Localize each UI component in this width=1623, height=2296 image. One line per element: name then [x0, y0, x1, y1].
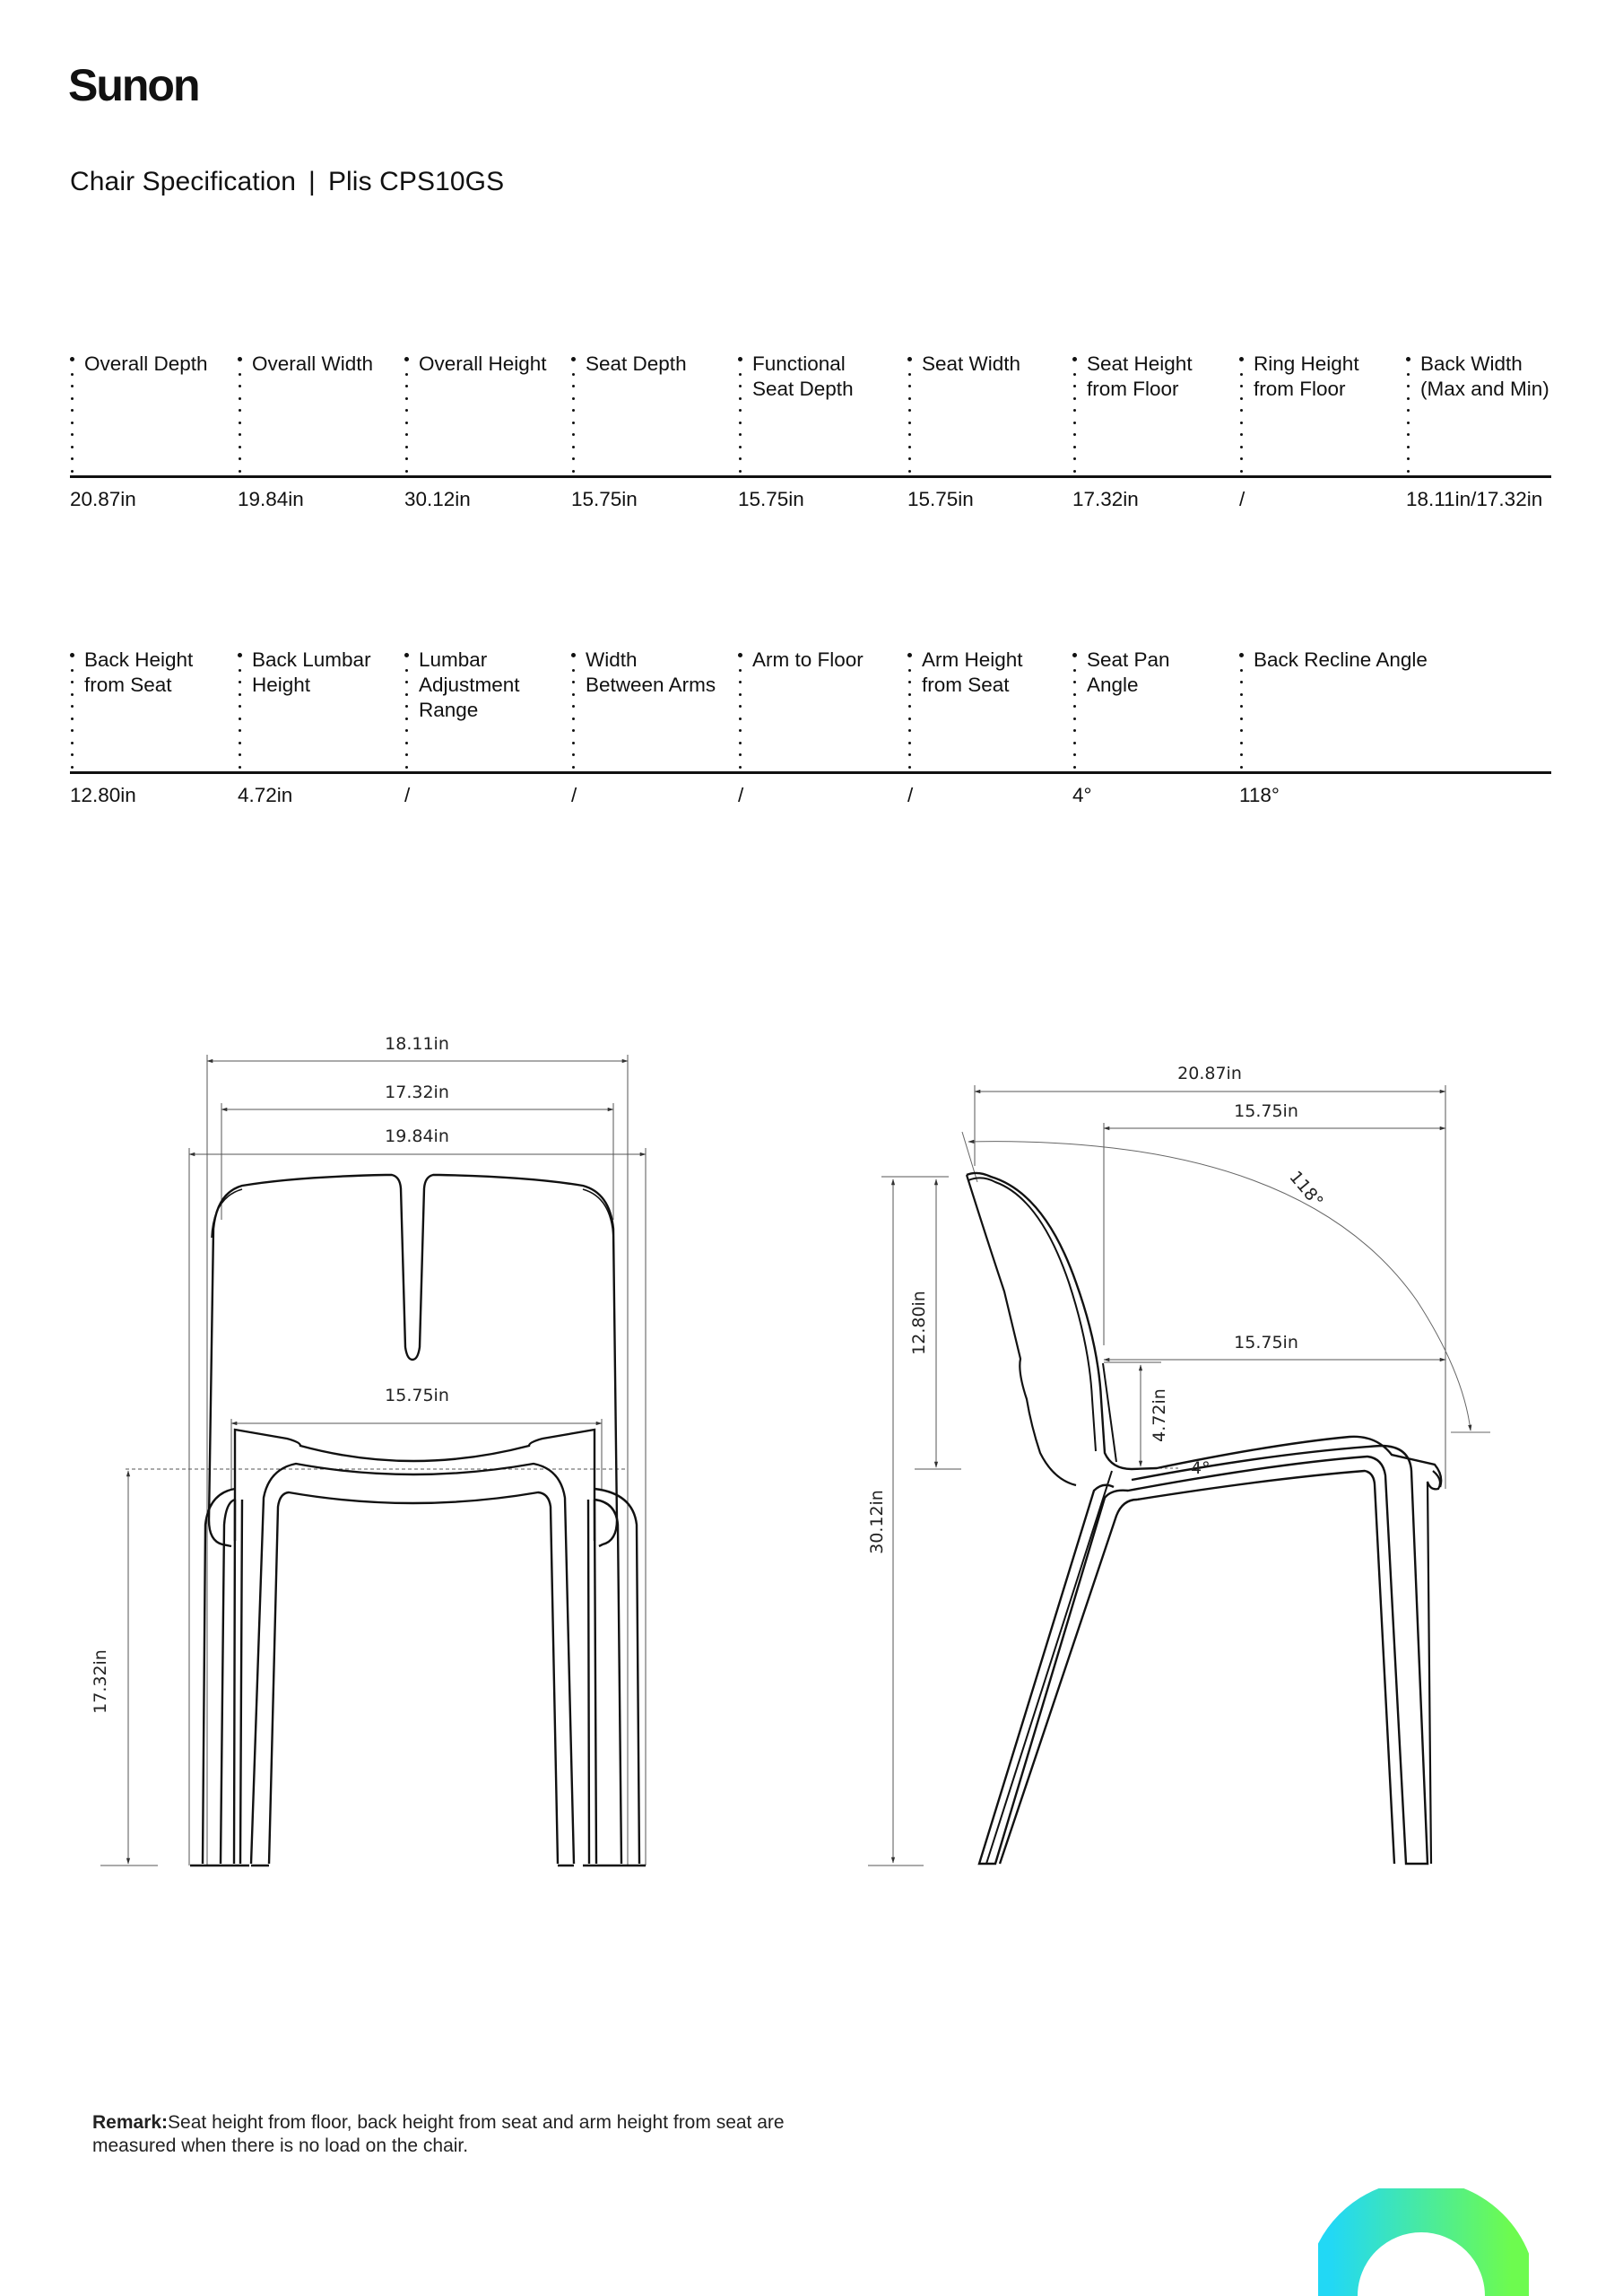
label-overall-height: 30.12in [867, 1490, 887, 1554]
spec-label-line: Arm Height [922, 648, 1023, 671]
dotted-leader [571, 651, 577, 771]
dotted-leader [738, 651, 743, 771]
dotted-leader [907, 651, 913, 771]
dotted-leader [1406, 355, 1411, 475]
spec-label [419, 352, 547, 377]
spec-label [1254, 648, 1428, 673]
spec-value: / [738, 784, 744, 806]
spec-divider [70, 475, 1551, 478]
remark-text: Seat height from floor, back height from seat and arm height from seat are measured when there is no load on the chair. [92, 2112, 785, 2156]
spec-divider [70, 771, 1551, 774]
spec-label-line: Functional [752, 352, 846, 375]
label-lumbar-height: 4.72in [1150, 1388, 1169, 1442]
spec-value: 15.75in [907, 488, 974, 510]
dim-back-width-min [221, 1103, 613, 1220]
remark-label: Remark: [92, 2112, 169, 2133]
spec-label-line: Range [419, 699, 479, 721]
brand-ring-graphic [1318, 2152, 1623, 2296]
dim-lumbar-height [1104, 1362, 1180, 1468]
spec-label [419, 648, 520, 723]
spec-label-line: Back Recline Angle [1254, 648, 1428, 671]
front-view [100, 1055, 646, 1866]
spec-label [1254, 352, 1359, 402]
spec-label [84, 648, 193, 698]
spec-label [752, 352, 854, 402]
dim-recline-arc [962, 1132, 1490, 1432]
spec-label-line: Arm to Floor [752, 648, 864, 671]
side-view [868, 1085, 1490, 1866]
logo-text: Sunon [68, 60, 199, 110]
spec-header-row [70, 648, 1551, 773]
title-separator: | [308, 167, 316, 196]
page-title [70, 167, 504, 197]
spec-label-line: (Max and Min) [1420, 378, 1549, 400]
label-seat-width: 15.75in [385, 1386, 449, 1405]
title-model: Plis CPS10GS [327, 167, 505, 196]
label-seat-depth: 15.75in [1234, 1101, 1298, 1121]
spec-label-line: Overall Depth [84, 352, 208, 375]
spec-label-line: from Seat [922, 674, 1010, 696]
spec-value: / [571, 784, 577, 806]
spec-label [252, 648, 371, 698]
front-view-labels [91, 1034, 449, 1714]
dotted-leader [70, 355, 75, 475]
label-functional-seat-depth: 15.75in [1234, 1333, 1298, 1352]
dotted-leader [404, 355, 410, 475]
spec-label [1087, 648, 1170, 698]
dotted-leader [738, 355, 743, 475]
spec-label-line: Width [586, 648, 638, 671]
front-backrest [213, 1175, 617, 1546]
spec-label-line: Lumbar [419, 648, 488, 671]
spec-label-line: Ring Height [1254, 352, 1359, 375]
spec-label [586, 352, 687, 377]
spec-label [922, 352, 1020, 377]
spec-label-line: Seat Depth [586, 352, 687, 375]
spec-values-row [70, 780, 1551, 816]
spec-label-line: Back Height [84, 648, 194, 671]
spec-label-line: Angle [1087, 674, 1139, 696]
dotted-leader [571, 355, 577, 475]
spec-value: 12.80in [70, 784, 136, 806]
dim-seat-depth [1104, 1123, 1445, 1345]
spec-label [922, 648, 1023, 698]
label-back-height: 12.80in [909, 1291, 929, 1355]
dotted-leader [1239, 355, 1245, 475]
dotted-leader [1072, 651, 1078, 771]
spec-value: 30.12in [404, 488, 471, 510]
title-doc-type: Chair Specification [70, 167, 297, 196]
dotted-leader [238, 355, 243, 475]
dim-back-width-max [207, 1055, 628, 1866]
spec-value: / [404, 784, 411, 806]
remark-note [92, 2111, 864, 2158]
spec-label-line: Back Width [1420, 352, 1523, 375]
dim-back-height [881, 1177, 961, 1469]
spec-label-line: Seat Pan [1087, 648, 1170, 671]
label-seat-height: 17.32in [91, 1649, 110, 1714]
spec-value: 118° [1239, 784, 1280, 806]
front-leg-left [203, 1489, 235, 1864]
dim-overall-depth [975, 1085, 1445, 1489]
side-backrest [967, 1173, 1441, 1487]
spec-value: / [907, 784, 914, 806]
spec-label-line: from Floor [1254, 378, 1346, 400]
spec-value: 15.75in [571, 488, 638, 510]
spec-label-line: Seat Height [1087, 352, 1193, 375]
spec-value: 17.32in [1072, 488, 1139, 510]
spec-label [1420, 352, 1549, 402]
spec-label [752, 648, 864, 673]
spec-values-row [70, 484, 1551, 520]
spec-label-line: from Floor [1087, 378, 1179, 400]
spec-label-line: from Seat [84, 674, 172, 696]
label-overall-width: 19.84in [385, 1126, 449, 1146]
label-overall-depth: 20.87in [1177, 1064, 1242, 1083]
dotted-leader [238, 651, 243, 771]
dim-overall-width [189, 1148, 646, 1866]
spec-label-line: Overall Height [419, 352, 547, 375]
dotted-leader [1239, 651, 1245, 771]
dim-seat-height [100, 1469, 628, 1866]
spec-label-line: Seat Width [922, 352, 1021, 375]
side-seat-frame [979, 1446, 1428, 1864]
spec-label [252, 352, 373, 377]
dim-overall-height [868, 1179, 924, 1866]
spec-label-line: Seat Depth [752, 378, 854, 400]
spec-value: 4° [1072, 784, 1092, 806]
label-recline-angle: 118° [1285, 1167, 1327, 1212]
dotted-leader [70, 651, 75, 771]
front-leg-right [595, 1489, 639, 1864]
spec-value: 19.84in [238, 488, 304, 510]
spec-label [1087, 352, 1193, 402]
spec-value: 18.11in/17.32in [1406, 488, 1543, 510]
spec-value: 15.75in [738, 488, 804, 510]
spec-label-line: Adjustment [419, 674, 520, 696]
spec-value: / [1239, 488, 1245, 510]
spec-label-line: Height [252, 674, 311, 696]
spec-label [586, 648, 716, 698]
spec-label-line: Back Lumbar [252, 648, 371, 671]
label-back-width-max: 18.11in [385, 1034, 449, 1054]
spec-label-line: Overall Width [252, 352, 374, 375]
spec-table-row-1 [70, 352, 1551, 520]
spec-label [84, 352, 208, 377]
dotted-leader [907, 355, 913, 475]
dotted-leader [404, 651, 410, 771]
label-back-width-min: 17.32in [385, 1083, 449, 1102]
sunon-logo [68, 54, 221, 111]
spec-value: 20.87in [70, 488, 136, 510]
spec-label-line: Between Arms [586, 674, 716, 696]
spec-value: 4.72in [238, 784, 293, 806]
spec-header-row [70, 352, 1551, 477]
spec-table-row-2 [70, 648, 1551, 816]
label-seat-pan-angle: 4° [1191, 1458, 1211, 1478]
dim-seat-width [231, 1419, 602, 1489]
dotted-leader [1072, 355, 1078, 475]
side-view-labels [867, 1064, 1327, 1554]
front-seat-edge [235, 1430, 595, 1541]
